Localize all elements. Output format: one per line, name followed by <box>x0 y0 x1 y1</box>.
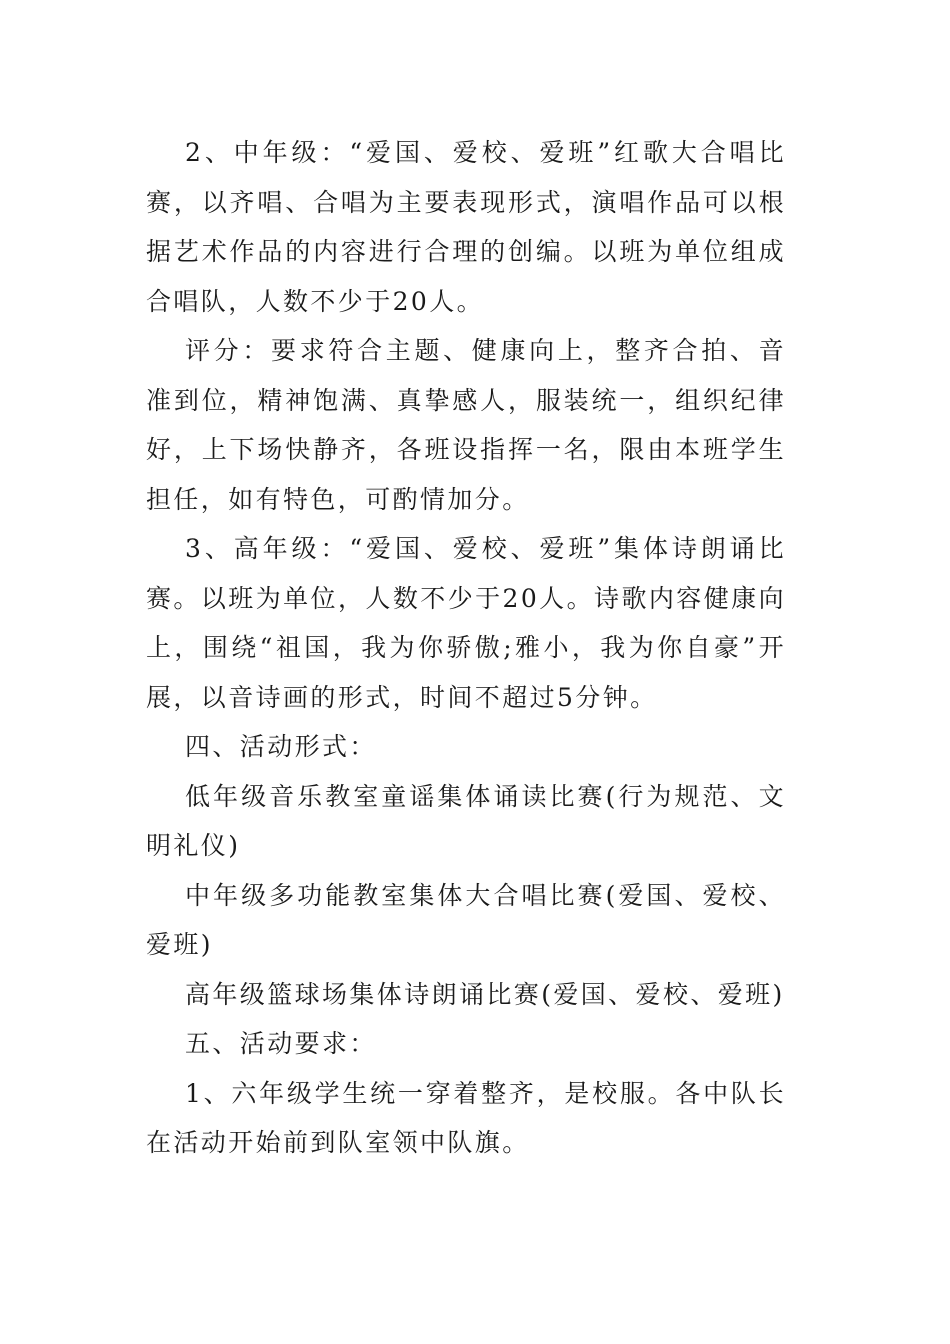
heading-activity-format: 四、活动形式： <box>185 732 377 761</box>
heading-activity-requirements: 五、活动要求： <box>185 1029 377 1058</box>
paragraph-lower-grade: 低年级音乐教室童谣集体诵读比赛(行为规范、文明礼仪) <box>146 781 786 860</box>
paragraph-requirement-1: 1、六年级学生统一穿着整齐，是校服。各中队长在活动开始前到队室领中队旗。 <box>146 1078 786 1157</box>
paragraph-middle-grade-chorus: 2、中年级：“爱国、爱校、爱班”红歌大合唱比赛，以齐唱、合唱为主要表现形式，演唱作品可以根据艺术作品的内容进行合理的创编。以班为单位组成合唱队，人数不少于20人。 <box>146 138 786 316</box>
paragraph-upper-grade-recitation: 3、高年级：“爱国、爱校、爱班”集体诗朗诵比赛。以班为单位，人数不少于20人。诗歌内容健康向上，围绕“祖国，我为你骄傲;雅小，我为你自豪”开展，以音诗画的形式，时间不超过5分钟。 <box>146 534 786 712</box>
paragraph-middle-grade: 中年级多功能教室集体大合唱比赛(爱国、爱校、爱班) <box>146 880 786 959</box>
document-page <box>146 128 786 1168</box>
paragraph-scoring: 评分：要求符合主题、健康向上，整齐合拍、音准到位，精神饱满、真挚感人，服装统一，组织纪律好，上下场快静齐，各班设指挥一名，限由本班学生担任，如有特色，可酌情加分。 <box>146 336 786 514</box>
paragraph-upper-grade: 高年级篮球场集体诗朗诵比赛(爱国、爱校、爱班) <box>185 979 785 1009</box>
